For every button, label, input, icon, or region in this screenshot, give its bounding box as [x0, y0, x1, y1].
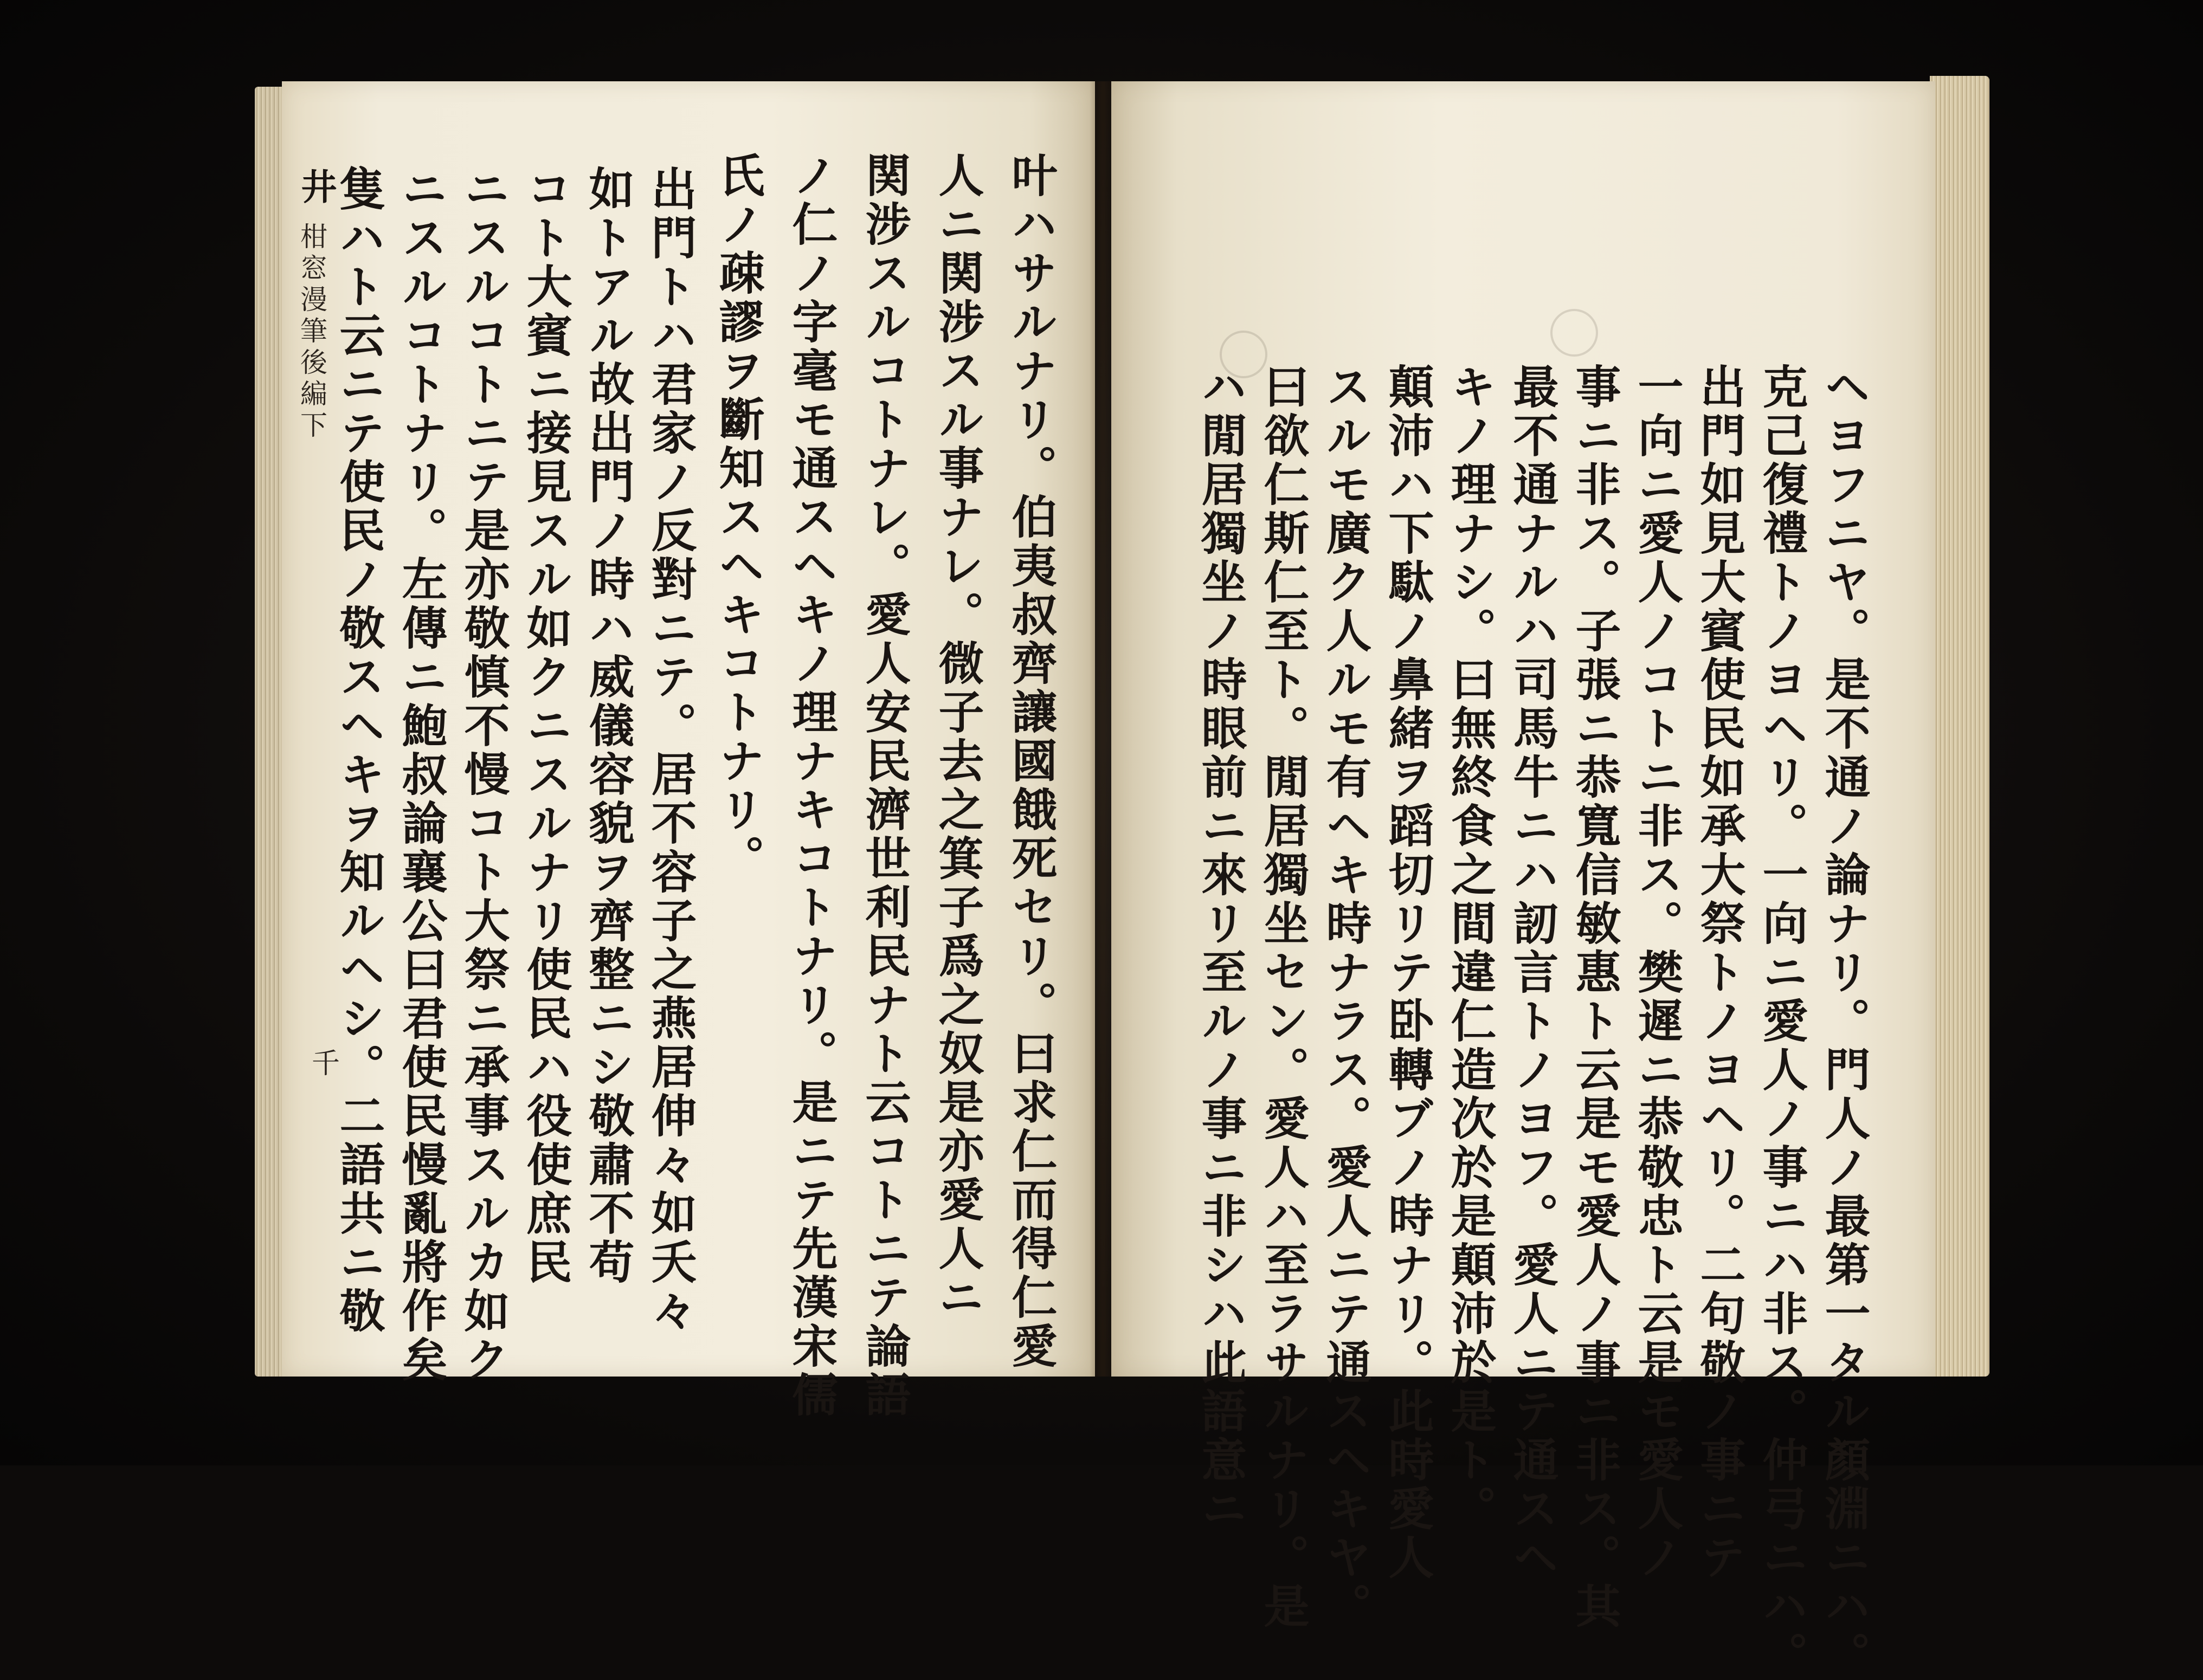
text-column: コト大賓ニ接見スル如クニスルナリ使民ハ役使庶民 — [519, 165, 573, 1287]
left-page — [282, 81, 1095, 1420]
text-column: 人ニ関涉スル事ナレ。微子去之箕子爲之奴是亦愛人ニ — [931, 152, 985, 1322]
text-column: 氏ノ疎謬ヲ斷知スヘキコトナリ。 — [712, 152, 765, 883]
footer-label: 井 — [295, 168, 337, 206]
text-column: ノ仁ノ字毫モ通スヘキノ理ナキコトナリ。是ニテ先漢宋儒 — [785, 152, 839, 1420]
text-column: ニスルコトニテ是亦敬慎不慢コト大祭ニ承事スルカ如ク — [457, 165, 511, 1385]
text-column: 克己復禮トノヨヘリ。一向ニ愛人ノ事ニハ非ス。仲弓ニハ。 — [1755, 363, 1809, 1680]
text-column: 関涉スルコトナレ。愛人安民濟世利民ナト云コトニテ論語 — [858, 152, 912, 1420]
right-page — [1111, 81, 1935, 1680]
text-column: 事ニ非ス。子張ニ恭寬信敏惠ト云是モ愛人ノ事ニ非ス。其 — [1568, 363, 1622, 1631]
text-column: ニスルコトナリ。左傳ニ鮑叔論襄公曰君使民慢亂將作矣 — [395, 165, 448, 1385]
text-column: 出門如見大賓使民如承大祭トノヨヘリ。二句敬ノ事ニテ — [1693, 363, 1747, 1582]
book-title-footer: 柑窓漫筆後編下 — [296, 222, 327, 442]
text-column: 顛沛ハ下駄ノ鼻緒ヲ蹈切リテ卧轉ブノ時ナリ。此時愛人 — [1381, 363, 1435, 1582]
text-column: 隻ハト云ニテ使民ノ敬スヘキヲ知ルヘシ。二語共ニ敬 — [332, 165, 386, 1336]
text-column: 曰欲仁斯仁至ト。閒居獨坐セン。愛人ハ至ラサルナリ。是 — [1257, 363, 1310, 1631]
right-page-stack-edge — [1930, 76, 1989, 1377]
text-column: 一向ニ愛人ノコトニ非ス。樊遲ニ恭敬忠ト云是モ愛人ノ — [1631, 363, 1684, 1582]
faint-circle-mark — [1550, 309, 1598, 357]
text-column: 出門トハ君家ノ反對ニテ。居不容子之燕居伸々如夭々 — [644, 165, 698, 1336]
text-column: ハ閒居獨坐ノ時眼前ニ來リ至ルノ事ニ非シハ此語意ニ — [1194, 363, 1248, 1534]
page-number: 千 — [312, 1048, 340, 1080]
open-book — [255, 70, 1989, 1680]
text-column: キノ理ナシ。曰無終食之間違仁造次於是顛沛於是ト。 — [1444, 363, 1497, 1534]
text-column: 最不通ナルハ司馬牛ニハ訒言トノヨフ。愛人ニテ通スヘ — [1506, 363, 1560, 1582]
text-column: スルモ廣ク人ルモ有ヘキ時ナラス。愛人ニテ通スヘキヤ。 — [1319, 363, 1373, 1631]
text-column: 如トアル故出門ノ時ハ威儀容貌ヲ齊整ニシ敬肅不苟 — [582, 165, 635, 1287]
text-column: ヘヨフニヤ。是不通ノ論ナリ。門人ノ最第一タル顏淵ニハ。 — [1818, 363, 1871, 1680]
text-column: 叶ハサルナリ。伯夷叔齊讓國餓死セリ。曰求仁而得仁愛 — [1004, 152, 1058, 1371]
